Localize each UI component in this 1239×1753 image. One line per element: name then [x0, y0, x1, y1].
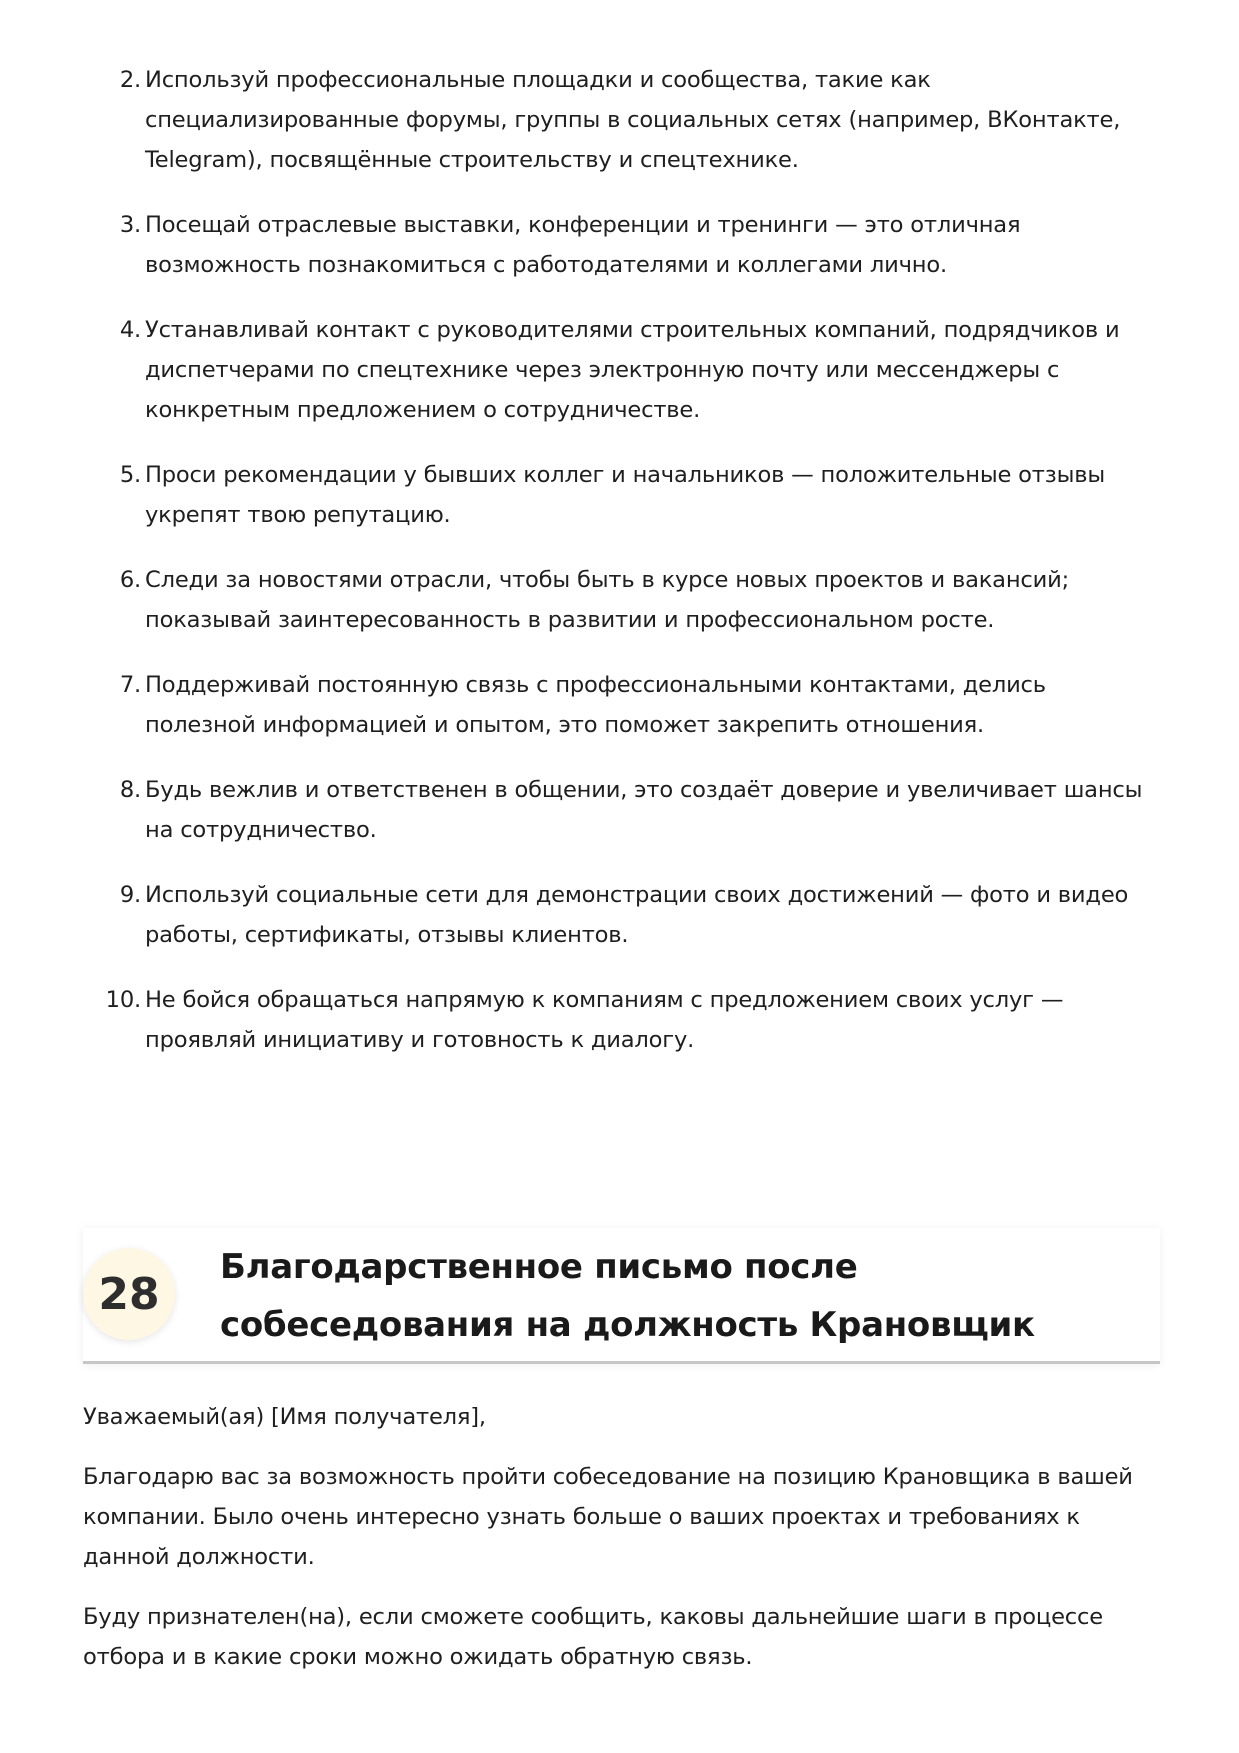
list-item-text: Проси рекомендации у бывших коллег и начальников — положительные отзывы укрепят твою репутацию.: [145, 462, 1105, 528]
list-item-text: Следи за новостями отрасли, чтобы быть в курсе новых проектов и вакансий; показывай заинтересованность в развитии и профессиональном росте.: [145, 567, 1069, 633]
list-item-number: 5.: [119, 462, 141, 488]
section-title: Благодарственное письмо после собеседования на должность Крановщик: [220, 1247, 1035, 1345]
section-number-badge: 28: [83, 1248, 175, 1340]
list-item-text: Не бойся обращаться напрямую к компаниям с предложением своих услуг — проявляй инициативу и готовность к диалогу.: [145, 987, 1064, 1053]
list-item-text: Поддерживай постоянную связь с профессиональными контактами, делись полезной информацией и опытом, это поможет закрепить отношения.: [145, 672, 1046, 738]
letter-greeting: Уважаемый(ая) [Имя получателя],: [83, 1404, 486, 1430]
list-item-number: 2.: [119, 67, 141, 93]
list-item-text: Используй социальные сети для демонстрации своих достижений — фото и видео работы, сертификаты, отзывы клиентов.: [145, 882, 1129, 948]
list-item: [83, 455, 1163, 535]
list-item: [83, 310, 1163, 430]
list-item-text: Будь вежлив и ответственен в общении, это создаёт доверие и увеличивает шансы на сотрудничество.: [145, 777, 1143, 843]
list-item: [83, 980, 1163, 1060]
list-item: [83, 205, 1163, 285]
list-item: [83, 665, 1163, 745]
list-item-text: Устанавливай контакт с руководителями строительных компаний, подрядчиков и диспетчерами по спецтехнике через электронную почту или мессенджеры с конкретным предложением о сотрудничестве.: [145, 317, 1120, 423]
letter-paragraph: Буду признателен(на), если сможете сообщить, каковы дальнейшие шаги в процессе отбора и в какие сроки можно ожидать обратную связь.: [83, 1604, 1103, 1670]
list-item: [83, 60, 1163, 180]
tips-list: [83, 60, 1163, 1085]
list-item: [83, 560, 1163, 640]
letter-body: [83, 1397, 1168, 1697]
list-item-number: 9.: [119, 882, 141, 908]
list-item-number: 4.: [119, 317, 141, 343]
list-item-number: 10.: [105, 987, 141, 1013]
letter-paragraph: Благодарю вас за возможность пройти собеседование на позицию Крановщика в вашей компании. Было очень интересно узнать больше о ваших проектах и требованиях к данной должности.: [83, 1464, 1133, 1570]
list-item-number: 8.: [119, 777, 141, 803]
list-item-number: 6.: [119, 567, 141, 593]
list-item-number: 7.: [119, 672, 141, 698]
list-item: [83, 875, 1163, 955]
list-item: [83, 770, 1163, 850]
section-header: [83, 1228, 1160, 1364]
list-item-number: 3.: [119, 212, 141, 238]
list-item-text: Посещай отраслевые выставки, конференции и тренинги — это отличная возможность познакомиться с работодателями и коллегами лично.: [145, 212, 1021, 278]
list-item-text: Используй профессиональные площадки и сообщества, такие как специализированные форумы, группы в социальных сетях (например, ВКонтакте, Telegram), посвящённые строительству и спецтехнике.: [145, 67, 1121, 173]
